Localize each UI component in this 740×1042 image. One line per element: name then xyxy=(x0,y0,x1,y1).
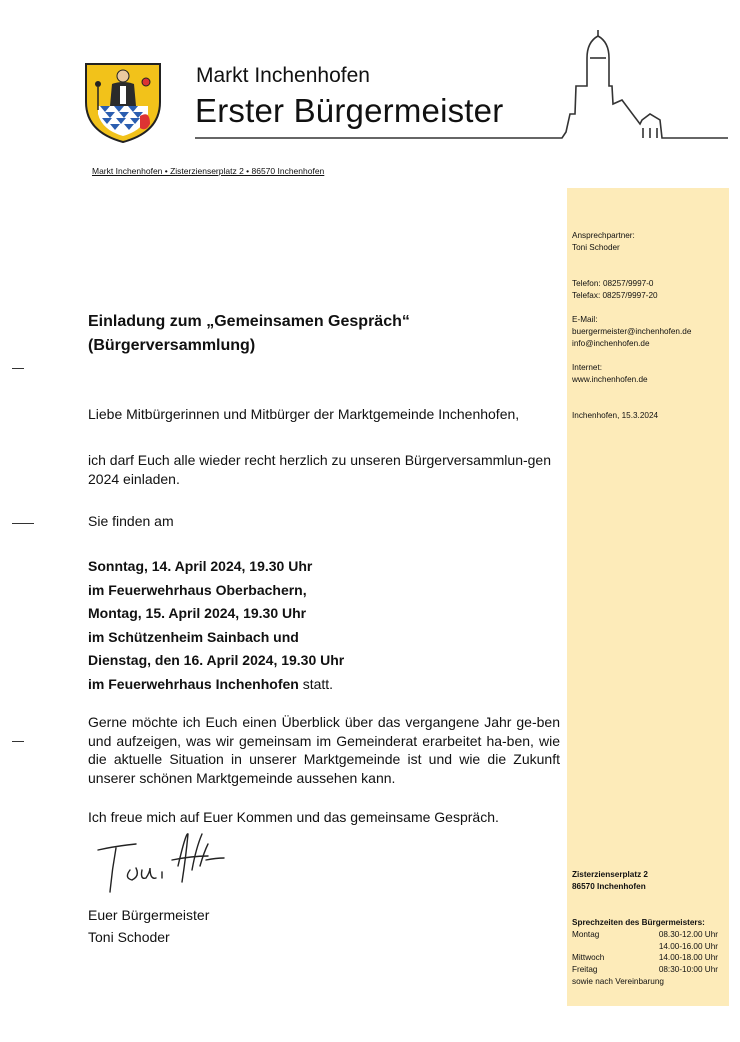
office-title: Erster Bürgermeister xyxy=(195,92,504,129)
hours-time: 14.00-18.00 Uhr xyxy=(658,953,718,962)
event-line: im Schützenheim Sainbach und xyxy=(88,628,299,645)
salutation: Liebe Mitbürgerinnen und Mitbürger der Marktgemeinde Inchenhofen, xyxy=(88,406,520,422)
hours-time: 14.00-16.00 Uhr xyxy=(658,941,718,951)
handwritten-signature xyxy=(96,826,236,898)
event-line: Dienstag, den 16. April 2024, 19.30 Uhr xyxy=(88,652,345,668)
hours-day: Freitag xyxy=(572,964,598,974)
hours-time: 08:30-10:00 Uhr xyxy=(658,964,718,974)
letter-subject xyxy=(88,310,410,358)
fold-mark xyxy=(12,741,24,742)
church-skyline-icon xyxy=(0,28,740,144)
org-name: Markt Inchenhofen xyxy=(196,64,370,87)
overview-paragraph: Gerne möchte ich Euch einen Überblick über das vergangene Jahr ge-ben und aufzeigen, was wir gemeinsam im Gemeinderat erarbeitet ha-ben, wie die aktuelle Situation in unserer Marktgemeinde ist und wie die Zukunft unserer schönen Marktgemeinde aussehen kann. xyxy=(88,714,560,786)
phone: Telefon: 08257/9997-0 xyxy=(572,279,654,288)
email-link-mayor[interactable]: buergermeister@inchenhofen.de xyxy=(572,327,692,336)
event-list xyxy=(88,555,344,696)
find-at-line: Sie finden am xyxy=(88,513,174,529)
hours-day: Mittwoch xyxy=(572,953,605,962)
event-line: im Feuerwehrhaus Inchenhofen xyxy=(88,675,299,692)
website-link[interactable]: www.inchenhofen.de xyxy=(572,375,648,384)
hours-time: 08.30-12.00 Uhr xyxy=(658,930,718,939)
event-line: im Feuerwehrhaus Oberbachern, xyxy=(88,581,307,598)
subject-line: (Bürgerversammlung) xyxy=(88,337,256,354)
event-line: Montag, 15. April 2024, 19.30 Uhr xyxy=(88,605,307,621)
letter-date: Inchenhofen, 15.3.2024 xyxy=(572,411,659,420)
email-link-info[interactable]: info@inchenhofen.de xyxy=(572,339,650,348)
signoff: Euer Bürgermeister xyxy=(88,907,210,923)
events-suffix: statt. xyxy=(298,675,334,692)
street-address: Zisterzienserplatz 2 xyxy=(572,870,648,879)
signer-name: Toni Schoder xyxy=(88,929,170,945)
office-hours-title: Sprechzeiten des Bürgermeisters: xyxy=(572,918,705,927)
contact-name: Toni Schoder xyxy=(572,243,620,252)
subject-line: Einladung zum „Gemeinsamen Gespräch“ xyxy=(88,313,410,330)
return-address: Markt Inchenhofen • Zisterzienserplatz 2 • 86570 Inchenhofen xyxy=(92,166,325,176)
hours-note: sowie nach Vereinbarung xyxy=(572,977,664,986)
fold-mark xyxy=(12,368,24,369)
event-line: Sonntag, 14. April 2024, 19.30 Uhr xyxy=(88,558,313,574)
punch-mark xyxy=(12,523,34,524)
hours-day: Montag xyxy=(572,930,600,939)
contact-label: Ansprechpartner: xyxy=(572,231,635,240)
intro-paragraph: ich darf Euch alle wieder recht herzlich zu unseren Bürgerversammlun-gen 2024 einladen. xyxy=(88,452,551,487)
internet-label: Internet: xyxy=(572,363,603,372)
email-label: E-Mail: xyxy=(572,315,598,324)
city-address: 86570 Inchenhofen xyxy=(572,882,646,891)
fax: Telefax: 08257/9997-20 xyxy=(572,291,658,300)
closing-line: Ich freue mich auf Euer Kommen und das gemeinsame Gespräch. xyxy=(88,809,499,825)
